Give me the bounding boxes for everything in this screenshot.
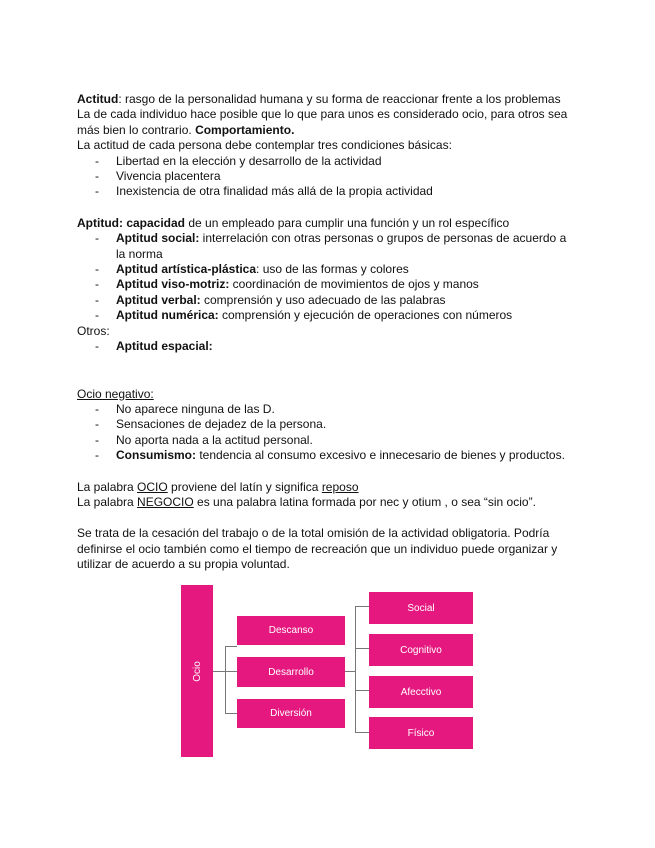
negocio-etymology: La palabra NEGOCIO es una palabra latina formada por nec y otium , o sea “sin ocio”. [77,494,536,509]
diagram-node-diversion: Diversión [237,699,345,728]
list-item: - Aptitud espacial: [95,339,577,354]
diagram-node-afectivo: Afecctivo [369,676,473,708]
diagram-node-social: Social [369,592,473,624]
ocio-etymology: La palabra OCIO proviene del latín y significa reposo [77,479,359,494]
actitud-paragraph: La de cada individuo hace posible que lo que para unos es considerado ocio, para otros sea más bien lo contrario. Comportamiento. [77,107,568,137]
diagram-node-fisico: Físico [369,717,473,749]
list-item: - Consumismo: tendencia al consumo excesivo e innecesario de bienes y productos. [95,448,577,463]
ocio-definition: Se trata de la cesación del trabajo o de la total omisión de la actividad obligatoria. Podría definirse el ocio también como el tiempo de recreación que un individuo puede organizar y utilizar de acuerdo a su propia voluntad. [77,526,558,572]
list-item: - No aparece ninguna de las D. [95,402,577,417]
actitud-definition: Actitud: rasgo de la personalidad humana y su forma de reaccionar frente a los problemas [77,92,561,106]
list-item: - Vivencia placentera [95,169,577,184]
list-item: - Aptitud viso-motriz: coordinación de movimientos de ojos y manos [95,277,577,292]
diagram-node-desarrollo: Desarrollo [237,657,345,687]
otros-label: Otros: [77,323,110,338]
list-item: - Aptitud verbal: comprensión y uso adecuado de las palabras [95,293,577,308]
ocio-negativo-heading: Ocio negativo: [77,386,154,401]
list-item: - Sensaciones de dejadez de la persona. [95,417,577,432]
diagram-node-descanso: Descanso [237,616,345,645]
aptitud-definition: Aptitud: capacidad de un empleado para cumplir una función y un rol específico [77,215,510,230]
list-item: - Aptitud social: interrelación con otras personas o grupos de personas de acuerdo a la norma [95,231,577,262]
diagram-node-cognitivo: Cognitivo [369,634,473,666]
list-item: - Aptitud numérica: comprensión y ejecución de operaciones con números [95,308,577,323]
list-item: - No aporta nada a la actitud personal. [95,433,577,448]
diagram-root-ocio: Ocio [181,585,213,757]
actitud-conditions-intro: La actitud de cada persona debe contemplar tres condiciones básicas: [77,138,452,153]
list-item: - Inexistencia de otra finalidad más allá de la propia actividad [95,184,577,199]
list-item: - Libertad en la elección y desarrollo de la actividad [95,154,577,169]
list-item: - Aptitud artística-plástica: uso de las formas y colores [95,262,577,277]
